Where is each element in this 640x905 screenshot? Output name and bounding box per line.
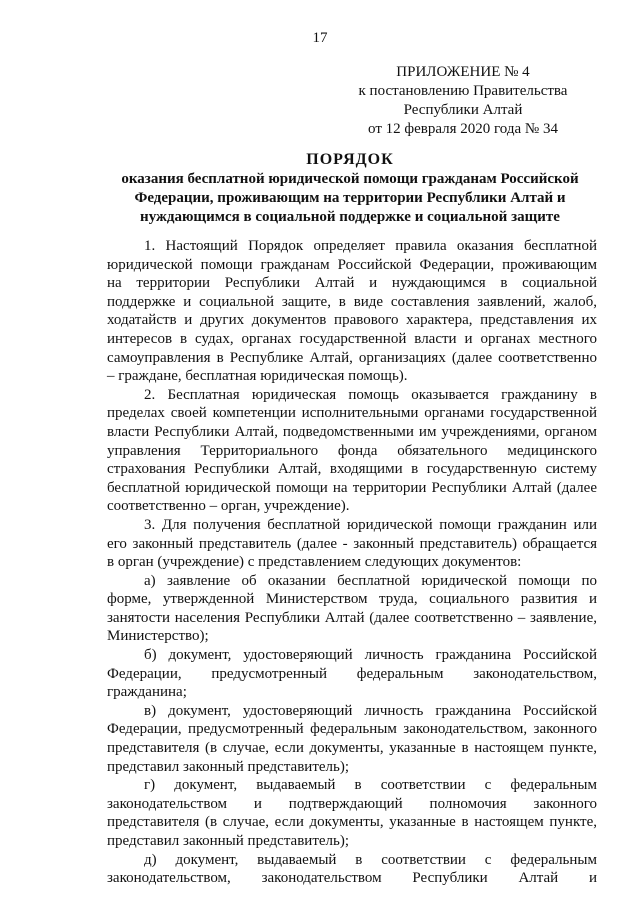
paragraph [107, 702, 597, 776]
paragraph-line: а) заявление об оказании бесплатной юридической помощи по [144, 572, 597, 589]
paragraph-line: г) документ, выдаваемый в соответствии с федеральным [144, 777, 597, 794]
paragraph-line: форме, утвержденной Министерством труда, социального развития и [107, 591, 597, 608]
paragraph-line: пределах своей компетенции исполнительными органами государственной [107, 405, 597, 422]
appendix-line: от 12 февраля 2020 года № 34 [368, 121, 558, 137]
paragraph-line: в орган (учреждение) с представлением следующих документов: [107, 554, 522, 571]
paragraph-line: страхования Республики Алтай, входящими в государственную систему [107, 461, 597, 478]
appendix-line: к постановлению Правительства [358, 83, 568, 99]
document-body [107, 237, 597, 888]
paragraph-line: законодательством и подтверждающий полномочия законного [107, 795, 597, 812]
paragraph-line: Федерации, предусмотренный федеральным законодательством, [107, 665, 597, 682]
paragraph [107, 572, 597, 646]
paragraph-line: его законный представитель (далее - законный представитель) обращается [107, 535, 597, 552]
document-heading [100, 150, 600, 227]
paragraph [107, 851, 597, 888]
appendix-block [350, 63, 576, 139]
paragraph-line: 3. Для получения бесплатной юридической помощи гражданин или [144, 516, 597, 533]
paragraph-line: на территории Республики Алтай и нуждающимся в социальной [107, 275, 597, 292]
paragraph-line: законодательством, законодательством Республики Алтай и [107, 870, 597, 887]
paragraph-line: самоуправления в Республике Алтай, организациях (далее соответственно [107, 349, 597, 366]
paragraph-line: б) документ, удостоверяющий личность гражданина Российской [144, 647, 597, 664]
paragraph-line: – граждане, бесплатная юридическая помощь). [107, 368, 408, 385]
paragraph-line: 1. Настоящий Порядок определяет правила оказания бесплатной [144, 238, 597, 254]
paragraph [107, 386, 597, 516]
paragraph-line: представил законный представитель); [107, 758, 350, 775]
paragraph-line: ходатайств и других документов правового характера, представления их [107, 312, 597, 329]
paragraph-line: 2. Бесплатная юридическая помощь оказывается гражданину в [144, 386, 597, 403]
paragraph-line: интересов в судах, органах государственной власти и органах местного [107, 330, 597, 347]
paragraph-line: соответственно – орган, учреждение). [107, 498, 350, 515]
paragraph-line: гражданина; [107, 684, 187, 701]
paragraph-line: Министерство); [107, 628, 209, 645]
paragraph-line: представителя (в случае, если документы, указанные в настоящем пункте, [107, 740, 597, 757]
paragraph-line: в) документ, удостоверяющий личность гражданина Российской [144, 702, 597, 719]
appendix-line: Республики Алтай [403, 102, 523, 118]
page-number: 17 [312, 30, 328, 46]
appendix-title: ПРИЛОЖЕНИЕ № 4 [396, 64, 530, 80]
paragraph-line: Федерации, предусмотренный федеральным законодательством, законного [107, 721, 597, 738]
heading-line: Федерации, проживающим на территории Республики Алтай и [134, 190, 566, 206]
paragraph-line: власти Республики Алтай, подведомственными им учреждениями, органом [107, 423, 597, 440]
paragraph-line: юридической помощи гражданам Российской Федерации, проживающим [107, 256, 597, 273]
paragraph-line: представил законный представитель); [107, 833, 350, 849]
paragraph-line: поддержке и социальной защите, в виде составления заявлений, жалоб, [107, 293, 597, 310]
paragraph [107, 646, 597, 702]
paragraph [107, 237, 597, 386]
paragraph-line: занятости населения Республики Алтай (далее соответственно – заявление, [107, 609, 597, 626]
heading-line: оказания бесплатной юридической помощи гражданам Российской [121, 171, 579, 187]
heading-line: нуждающимся в социальной поддержке и социальной защите [140, 209, 560, 225]
heading-title: ПОРЯДОК [306, 151, 394, 168]
paragraph-line: бесплатной юридической помощи на территории Республики Алтай (далее [107, 479, 597, 496]
paragraph [107, 776, 597, 850]
paragraph-line: д) документ, выдаваемый в соответствии с федеральным [144, 851, 597, 868]
paragraph-line: представителя (в случае, если документы, указанные в настоящем пункте, [107, 814, 597, 831]
paragraph [107, 516, 597, 572]
paragraph-line: управления Территориального фонда обязательного медицинского [107, 442, 597, 459]
